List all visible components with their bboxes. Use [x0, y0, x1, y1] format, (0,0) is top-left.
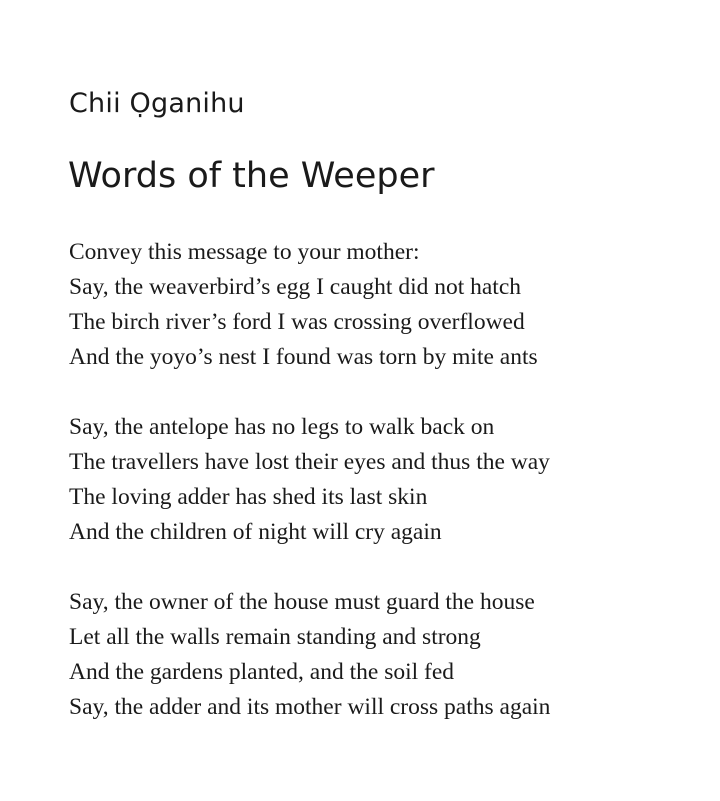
poem-line: And the yoyo’s nest I found was torn by mite ants	[69, 344, 538, 370]
poem-line: Say, the weaverbird’s egg I caught did not hatch	[69, 274, 522, 300]
poem-line: Say, the adder and its mother will cross paths again	[69, 694, 551, 720]
poem-author: Chii Ọganihu	[69, 88, 245, 119]
poem-line: And the gardens planted, and the soil fed	[69, 659, 455, 685]
poem-line: And the children of night will cry again	[69, 519, 442, 545]
poem-line: Convey this message to your mother:	[69, 239, 420, 265]
poem-line: Say, the antelope has no legs to walk back on	[69, 414, 495, 440]
poem-line: The travellers have lost their eyes and thus the way	[69, 449, 550, 475]
poem-line: The birch river’s ford I was crossing overflowed	[69, 309, 525, 335]
poem-line: Say, the owner of the house must guard the house	[69, 589, 535, 615]
stanza-2	[69, 410, 709, 550]
poem-title: Words of the Weeper	[68, 156, 435, 196]
stanza-3	[69, 585, 709, 725]
stanza-1	[69, 235, 709, 375]
poem-line: Let all the walls remain standing and strong	[69, 624, 481, 650]
poem-body	[69, 235, 709, 760]
poem-line: The loving adder has shed its last skin	[69, 484, 428, 510]
